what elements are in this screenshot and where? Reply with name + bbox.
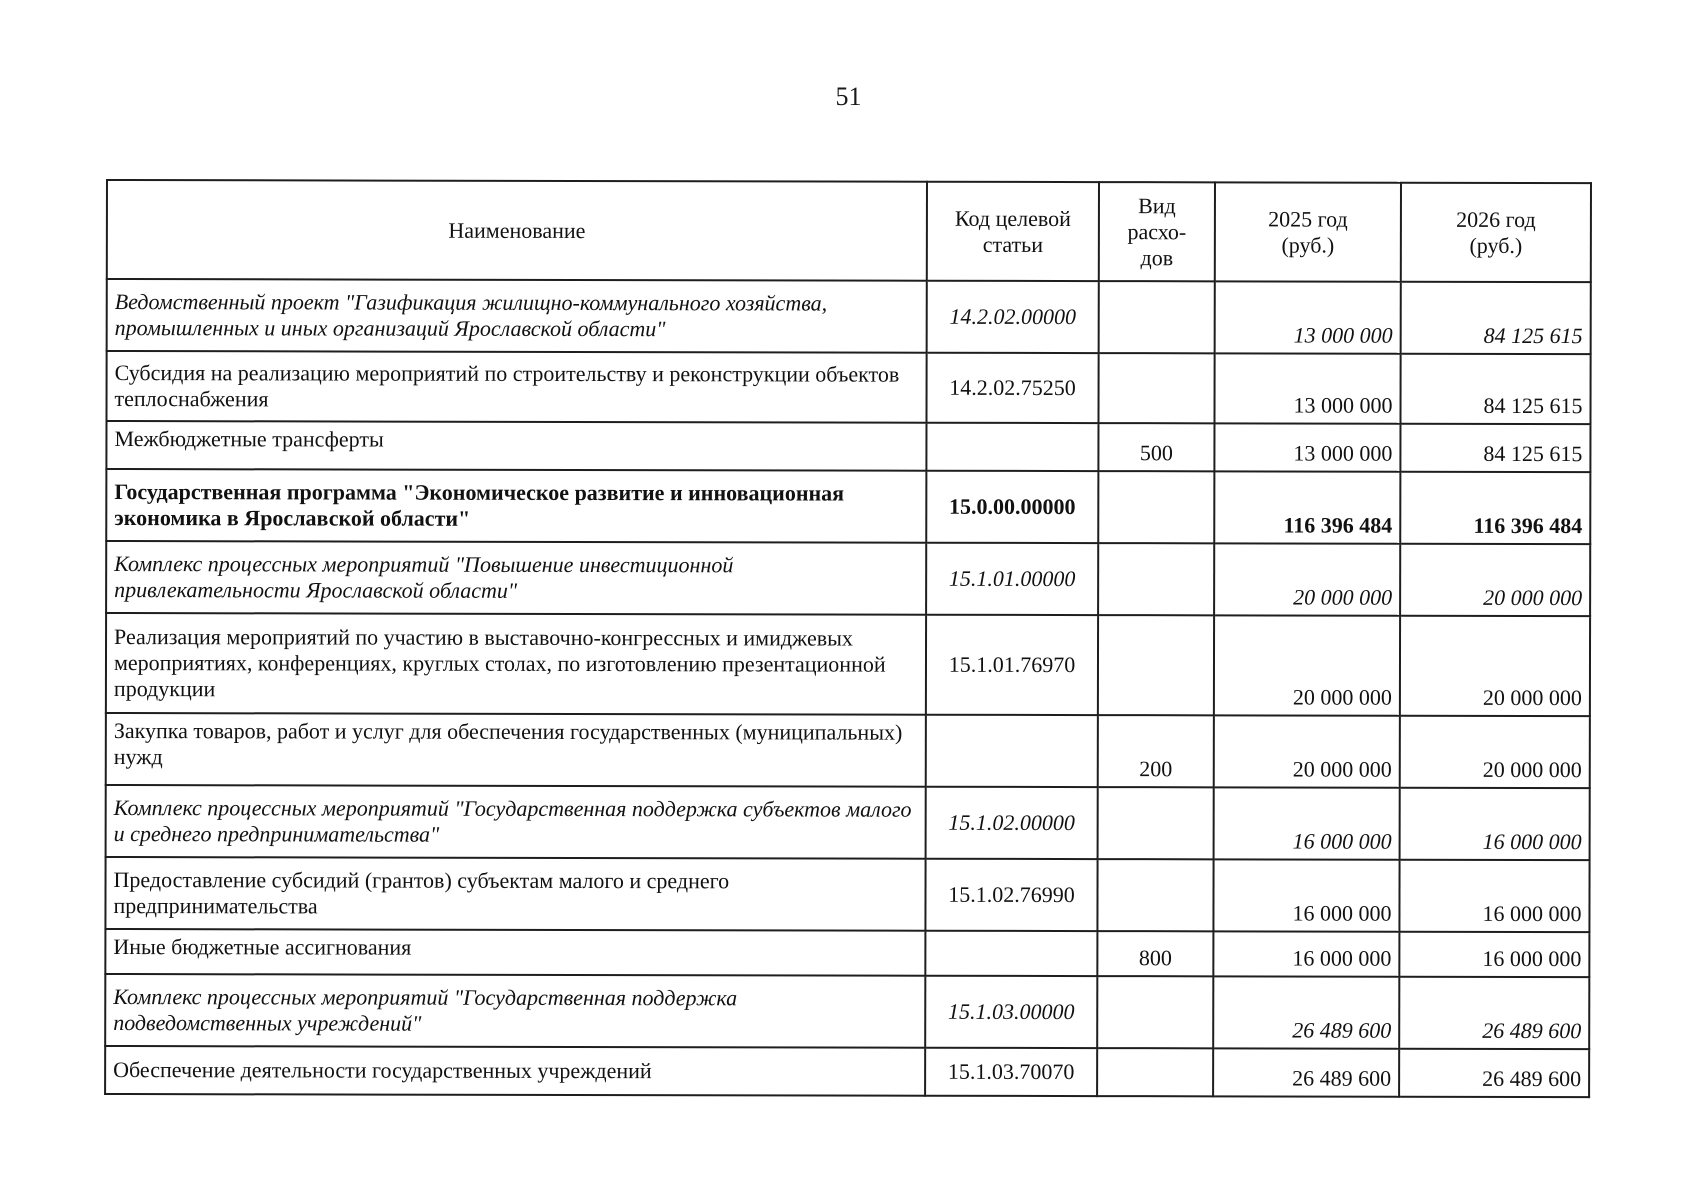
header-2025 xyxy=(1215,182,1401,281)
row-name-cell: Межбюджетные трансферты xyxy=(106,421,926,471)
row-2026-cell: 16 000 000 xyxy=(1400,788,1590,860)
table-row xyxy=(105,857,1589,932)
row-code-cell: 15.1.03.00000 xyxy=(925,976,1097,1048)
row-type-cell xyxy=(1099,281,1215,353)
row-type-cell: 500 xyxy=(1098,423,1214,471)
page-number: 51 xyxy=(835,82,862,111)
row-2026-cell: 20 000 000 xyxy=(1400,544,1590,616)
table-row xyxy=(107,279,1591,354)
table-row xyxy=(106,351,1590,424)
row-code-cell: 14.2.02.75250 xyxy=(926,353,1098,423)
table-row xyxy=(106,785,1590,860)
header-2026-year: 2026 год xyxy=(1456,206,1536,232)
row-name-cell: Реализация мероприятий по участию в выставочно-конгрессных и имиджевых мероприятиях, конференциях, круглых столах, по изготовлению презентационной продукции xyxy=(106,613,926,715)
row-name-cell: Иные бюджетные ассигнования xyxy=(105,929,925,976)
row-type-cell xyxy=(1097,859,1213,931)
row-2026-cell: 20 000 000 xyxy=(1400,716,1590,788)
row-code-cell: 15.1.01.76970 xyxy=(926,615,1098,715)
row-2025-cell: 13 000 000 xyxy=(1215,281,1401,353)
row-code-cell xyxy=(926,715,1098,787)
row-name-cell: Комплекс процессных мероприятий "Государственная поддержка подведомственных учреждений" xyxy=(105,974,925,1048)
table-row xyxy=(106,713,1590,788)
row-2026-cell: 84 125 615 xyxy=(1400,354,1590,424)
row-code-cell: 15.1.02.76990 xyxy=(925,859,1097,931)
table-header-row xyxy=(107,180,1591,282)
header-code: Код целевой статьи xyxy=(927,182,1099,281)
row-type-cell xyxy=(1097,1048,1213,1096)
header-2026-unit: (руб.) xyxy=(1469,232,1523,258)
row-2026-cell: 116 396 484 xyxy=(1400,472,1590,544)
row-code-cell: 15.1.03.70070 xyxy=(925,1048,1097,1096)
row-2025-cell: 20 000 000 xyxy=(1214,715,1400,787)
row-code-cell: 15.1.01.00000 xyxy=(926,543,1098,615)
row-name-cell: Государственная программа "Экономическое развитие и инновационная экономика в Ярославской области" xyxy=(106,469,926,543)
row-code-cell: 15.0.00.00000 xyxy=(926,471,1098,543)
row-type-cell xyxy=(1098,353,1214,423)
row-type-cell: 800 xyxy=(1097,931,1213,976)
row-2025-cell: 16 000 000 xyxy=(1213,931,1399,976)
row-code-cell: 15.1.02.00000 xyxy=(926,787,1098,859)
row-type-cell xyxy=(1098,787,1214,859)
row-2026-cell: 16 000 000 xyxy=(1399,860,1589,932)
row-2025-cell: 16 000 000 xyxy=(1214,787,1400,859)
header-2025-year: 2025 год xyxy=(1268,205,1348,232)
table-row xyxy=(105,974,1589,1049)
budget-table xyxy=(104,179,1592,1098)
row-2026-cell: 20 000 000 xyxy=(1400,616,1590,716)
row-type-cell xyxy=(1097,976,1213,1048)
row-2025-cell: 20 000 000 xyxy=(1214,543,1400,615)
row-2025-cell: 26 489 600 xyxy=(1213,1048,1399,1096)
header-type: Вид расхо-дов xyxy=(1099,182,1215,281)
table-row xyxy=(106,613,1590,716)
row-2025-cell: 116 396 484 xyxy=(1214,471,1400,543)
table-row xyxy=(106,469,1590,544)
row-2025-cell: 20 000 000 xyxy=(1214,615,1400,715)
row-2026-cell: 84 125 615 xyxy=(1401,282,1591,354)
row-2025-cell: 13 000 000 xyxy=(1214,423,1400,471)
row-name-cell: Закупка товаров, работ и услуг для обеспечения государственных (муниципальных) нужд xyxy=(106,713,926,787)
header-2025-unit: (руб.) xyxy=(1281,231,1335,258)
row-code-cell: 14.2.02.00000 xyxy=(927,281,1099,353)
table-row xyxy=(106,541,1590,616)
header-2026 xyxy=(1401,183,1591,282)
row-type-cell: 200 xyxy=(1098,715,1214,787)
row-2025-cell: 16 000 000 xyxy=(1213,859,1399,931)
row-name-cell: Комплекс процессных мероприятий "Повышение инвестиционной привлекательности Ярославской области" xyxy=(106,541,926,615)
row-name-cell: Предоставление субсидий (грантов) субъектам малого и среднего предпринимательства xyxy=(105,857,925,931)
row-type-cell xyxy=(1098,471,1214,543)
row-type-cell xyxy=(1098,615,1214,715)
row-2025-cell: 26 489 600 xyxy=(1213,976,1399,1048)
row-code-cell xyxy=(926,423,1098,471)
row-2026-cell: 84 125 615 xyxy=(1400,424,1590,472)
table-row xyxy=(106,421,1590,472)
header-name: Наименование xyxy=(107,180,927,281)
table-body xyxy=(105,279,1591,1097)
row-name-cell: Ведомственный проект "Газификация жилищно-коммунального хозяйства, промышленных и иных организаций Ярославской области" xyxy=(107,279,927,353)
row-2026-cell: 26 489 600 xyxy=(1399,977,1589,1049)
row-type-cell xyxy=(1098,543,1214,615)
row-code-cell xyxy=(925,931,1097,976)
row-name-cell: Комплекс процессных мероприятий "Государственная поддержка субъектов малого и среднего предпринимательства" xyxy=(106,785,926,859)
table-row xyxy=(105,1046,1589,1097)
row-2025-cell: 13 000 000 xyxy=(1214,353,1400,423)
row-2026-cell: 26 489 600 xyxy=(1399,1049,1589,1097)
row-2026-cell: 16 000 000 xyxy=(1399,932,1589,977)
row-name-cell: Обеспечение деятельности государственных учреждений xyxy=(105,1046,925,1096)
table-row xyxy=(105,929,1589,977)
row-name-cell: Субсидия на реализацию мероприятий по строительству и реконструкции объектов теплоснабжения xyxy=(106,351,926,423)
